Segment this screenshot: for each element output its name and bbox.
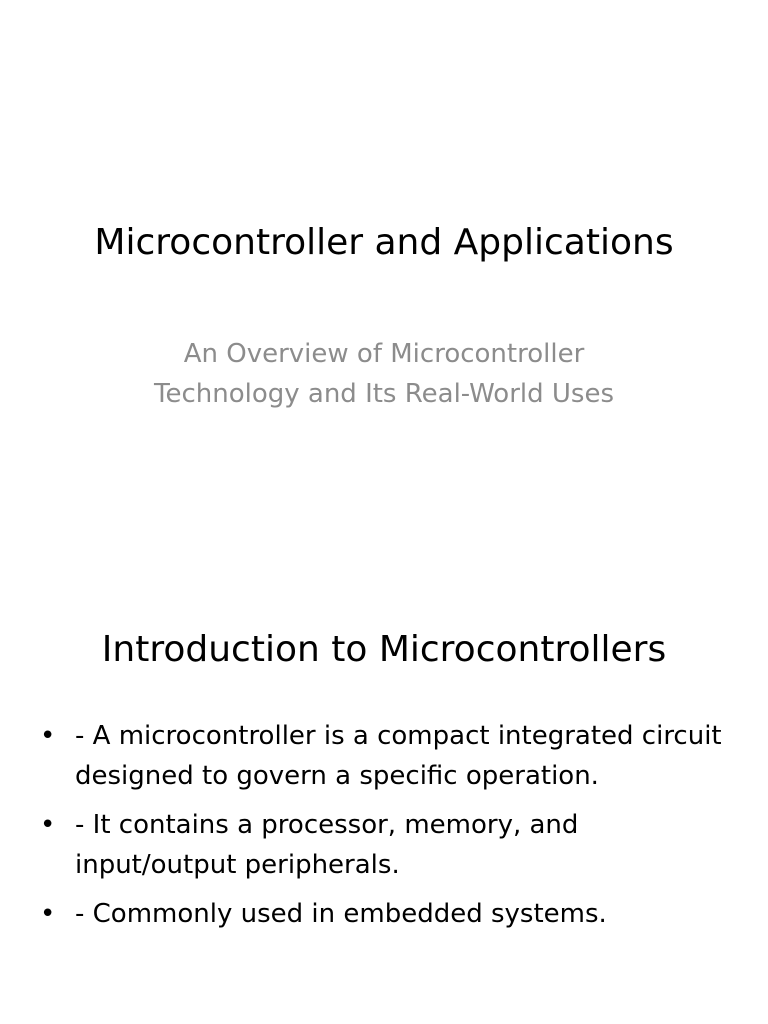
bullet-item xyxy=(40,805,748,885)
bullet-text: - It contains a processor, memory, and input/output peripherals. xyxy=(75,810,579,880)
bullet-item xyxy=(40,716,748,796)
subtitle-line: An Overview of Microcontroller xyxy=(183,339,585,369)
bullet-text: - Commonly used in embedded systems. xyxy=(75,899,607,929)
bullet-icon: • xyxy=(40,721,56,751)
bullet-item xyxy=(40,894,748,934)
bullet-list xyxy=(40,716,748,943)
slide-title: Microcontroller and Applications xyxy=(94,222,674,263)
content-slide xyxy=(0,512,768,1024)
slide-title: Introduction to Microcontrollers xyxy=(101,629,667,670)
slide-subtitle xyxy=(114,334,654,414)
bullet-icon: • xyxy=(40,810,56,840)
bullet-text: - A microcontroller is a compact integrated circuit designed to govern a specific operation. xyxy=(75,721,722,791)
bullet-icon: • xyxy=(40,899,56,929)
subtitle-line: Technology and Its Real-World Uses xyxy=(153,379,615,409)
